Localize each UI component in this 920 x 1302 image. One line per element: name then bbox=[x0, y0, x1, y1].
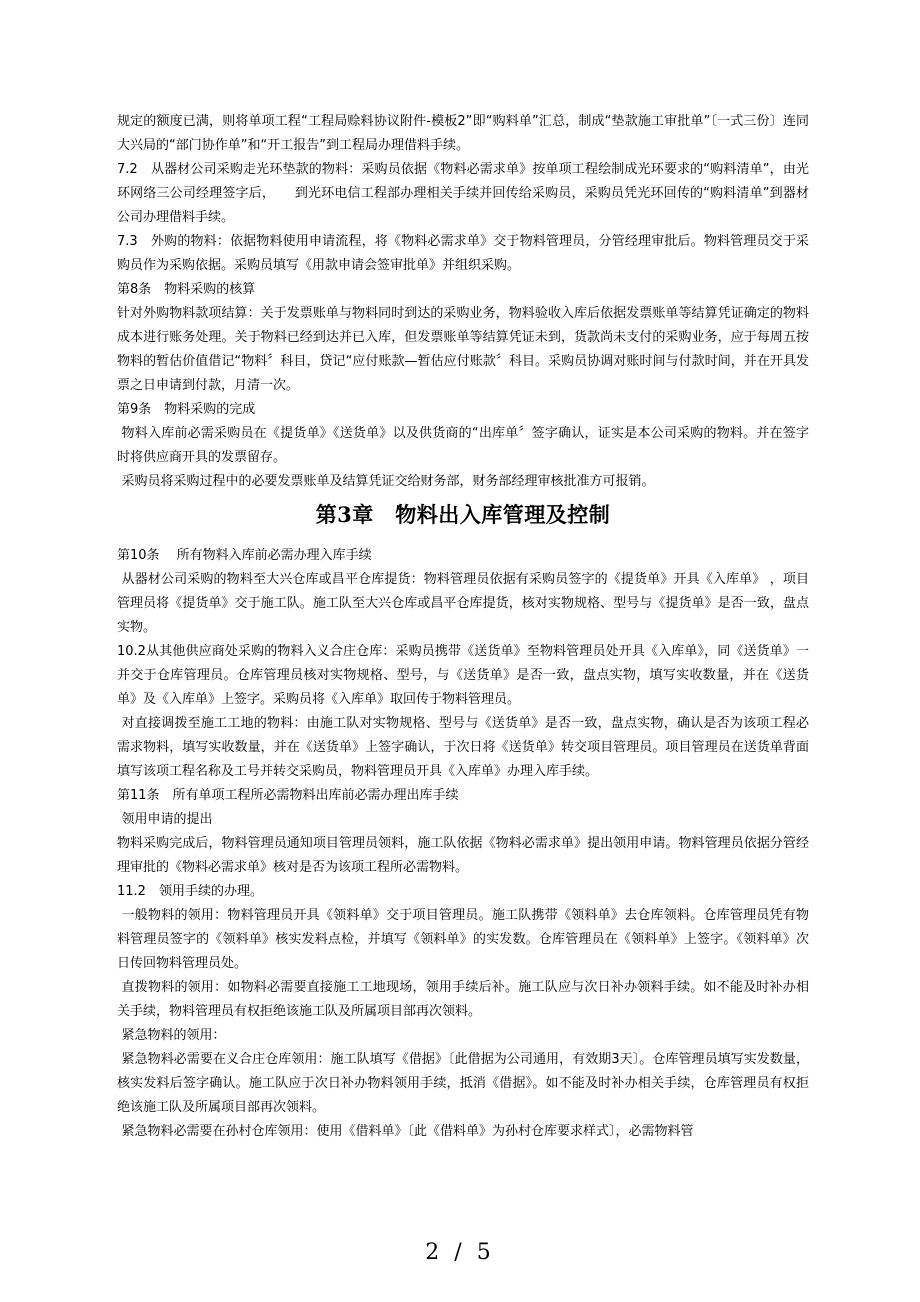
paragraph: 针对外购物料款项结算：关于发票账单与物料同时到达的采购业务，物料验收入库后依据发票账单等结算凭证确定的物料成本进行账务处理。关于物料已经到达并已入库，但发票账单等结算凭证未到，货款尚未支付的采购业务，应于每周五按物料的暂估价值借记“物料〞科目，贷记“应付账款—暂估应付账款〞科目。采购员协调对账时间与付款时间，并在开具发票之日申请到付款，月清一次。 bbox=[117, 306, 809, 393]
page-number: 2 / 5 bbox=[425, 1240, 495, 1265]
paragraph: 紧急物料必需要在孙村仓库领用：使用《借料单》〔此《借料单》为孙村仓库要求样式〕，必需物料管 bbox=[121, 1124, 694, 1139]
paragraph: 11.2 领用手续的办理。 bbox=[117, 884, 263, 899]
paragraph: 第11条 所有单项工程所必需物料出库前必需办理出库手续 bbox=[117, 788, 459, 803]
paragraph: 对直接调拨至施工工地的物料：由施工队对实物规格、型号与《送货单》是否一致，盘点实物，确认是否为该项工程必需求物料，填写实收数量，并在《送货单》上签字确认，于次日将《送货单》转交项目管理员。项目管理员在送货单背面填写该项工程名称及工号并转交采购员，物料管理员开具《入库单》办理入库手续。 bbox=[117, 716, 809, 779]
paragraph: 10.2从其他供应商处采购的物料入义合庄仓库：采购员携带《送货单》至物料管理员处开具《入库单》，同《送货单》一并交于仓库管理员。仓库管理员核对实物规格、型号，与《送货单》是否一致，盘点实物，填写实收数量，并在《送货单》及《入库单》上签字。采购员将《入库单》取回传于物料管理员。 bbox=[117, 644, 809, 707]
document-page bbox=[117, 110, 809, 1144]
paragraph: 领用申请的提出 bbox=[121, 812, 213, 827]
paragraph: 采购员将采购过程中的必要发票账单及结算凭证交给财务部，财务部经理审核批准方可报销。 bbox=[121, 474, 655, 489]
section-before-chapter bbox=[117, 110, 809, 494]
paragraph: 紧急物料必需要在义合庄仓库领用：施工队填写《借据》〔此借据为公司通用，有效期3天〕。仓库管理员填写实发数量，核实发料后签字确认。施工队应于次日补办物料领用手续，抵消《借据》。如不能及时补办相关手续，仓库管理员有权拒绝该施工队及所属项目部再次领料。 bbox=[117, 1052, 809, 1115]
paragraph: 第8条 物料采购的核算 bbox=[117, 282, 256, 297]
paragraph: 规定的额度已满，则将单项工程“工程局赊料协议附件-模板2”即“购料单”汇总，制成“垫款施工审批单”〔一式三份〕连同大兴局的“部门协作单”和“开工报告”到工程局办理借料手续。 bbox=[117, 114, 809, 153]
paragraph: 紧急物料的领用： bbox=[121, 1028, 226, 1043]
paragraph: 7.2 从器材公司采购走光环垫款的物料：采购员依据《物料必需求单》按单项工程绘制成光环要求的“购料清单”，由光环网络三公司经理签字后， 到光环电信工程部办理相关手续并回传给采购员，采购员凭光环回传的“购料清单”到器材公司办理借料手续。 bbox=[117, 162, 809, 225]
paragraph: 物料采购完成后，物料管理员通知项目管理员领料，施工队依据《物料必需求单》提出领用申请。物料管理员依据分管经理审批的《物料必需求单》核对是否为该项工程所必需物料。 bbox=[117, 836, 809, 875]
paragraph: 从器材公司采购的物料至大兴仓库或昌平仓库提货：物料管理员依据有采购员签字的《提货单》开具《入库单》 ，项目管理员将《提货单》交于施工队。施工队至大兴仓库或昌平仓库提货，核对实物规格、型号与《提货单》是否一致，盘点实物。 bbox=[117, 572, 809, 635]
paragraph: 一般物料的领用：物料管理员开具《领料单》交于项目管理员。施工队携带《领料单》去仓库领料。仓库管理员凭有物料管理员签字的《领料单》核实发料点检，并填写《领料单》的实发数。仓库管理员在《领料单》上签字。《领料单》次日传回物料管理员处。 bbox=[117, 908, 809, 971]
paragraph: 7.3 外购的物料：依据物料使用申请流程，将《物料必需求单》交于物料管理员，分管经理审批后。物料管理员交于采购员作为采购依据。采购员填写《用款申请会签审批单》并组织采购。 bbox=[117, 234, 809, 273]
chapter-title: 第3章 物料出入库管理及控制 bbox=[315, 502, 611, 527]
paragraph: 第9条 物料采购的完成 bbox=[117, 402, 256, 417]
paragraph: 第10条 所有物料入库前必需办理入库手续 bbox=[117, 548, 372, 563]
paragraph: 直拨物料的领用：如物料必需要直接施工工地现场，领用手续后补。施工队应与次日补办领料手续。如不能及时补办相关手续，物料管理员有权拒绝该施工队及所属项目部再次领料。 bbox=[117, 980, 809, 1019]
section-after-chapter bbox=[117, 544, 809, 1144]
paragraph: 物料入库前必需采购员在《提货单》《送货单》以及供货商的“出库单〞签字确认，证实是本公司采购的物料。并在签字时将供应商开具的发票留存。 bbox=[117, 426, 809, 465]
